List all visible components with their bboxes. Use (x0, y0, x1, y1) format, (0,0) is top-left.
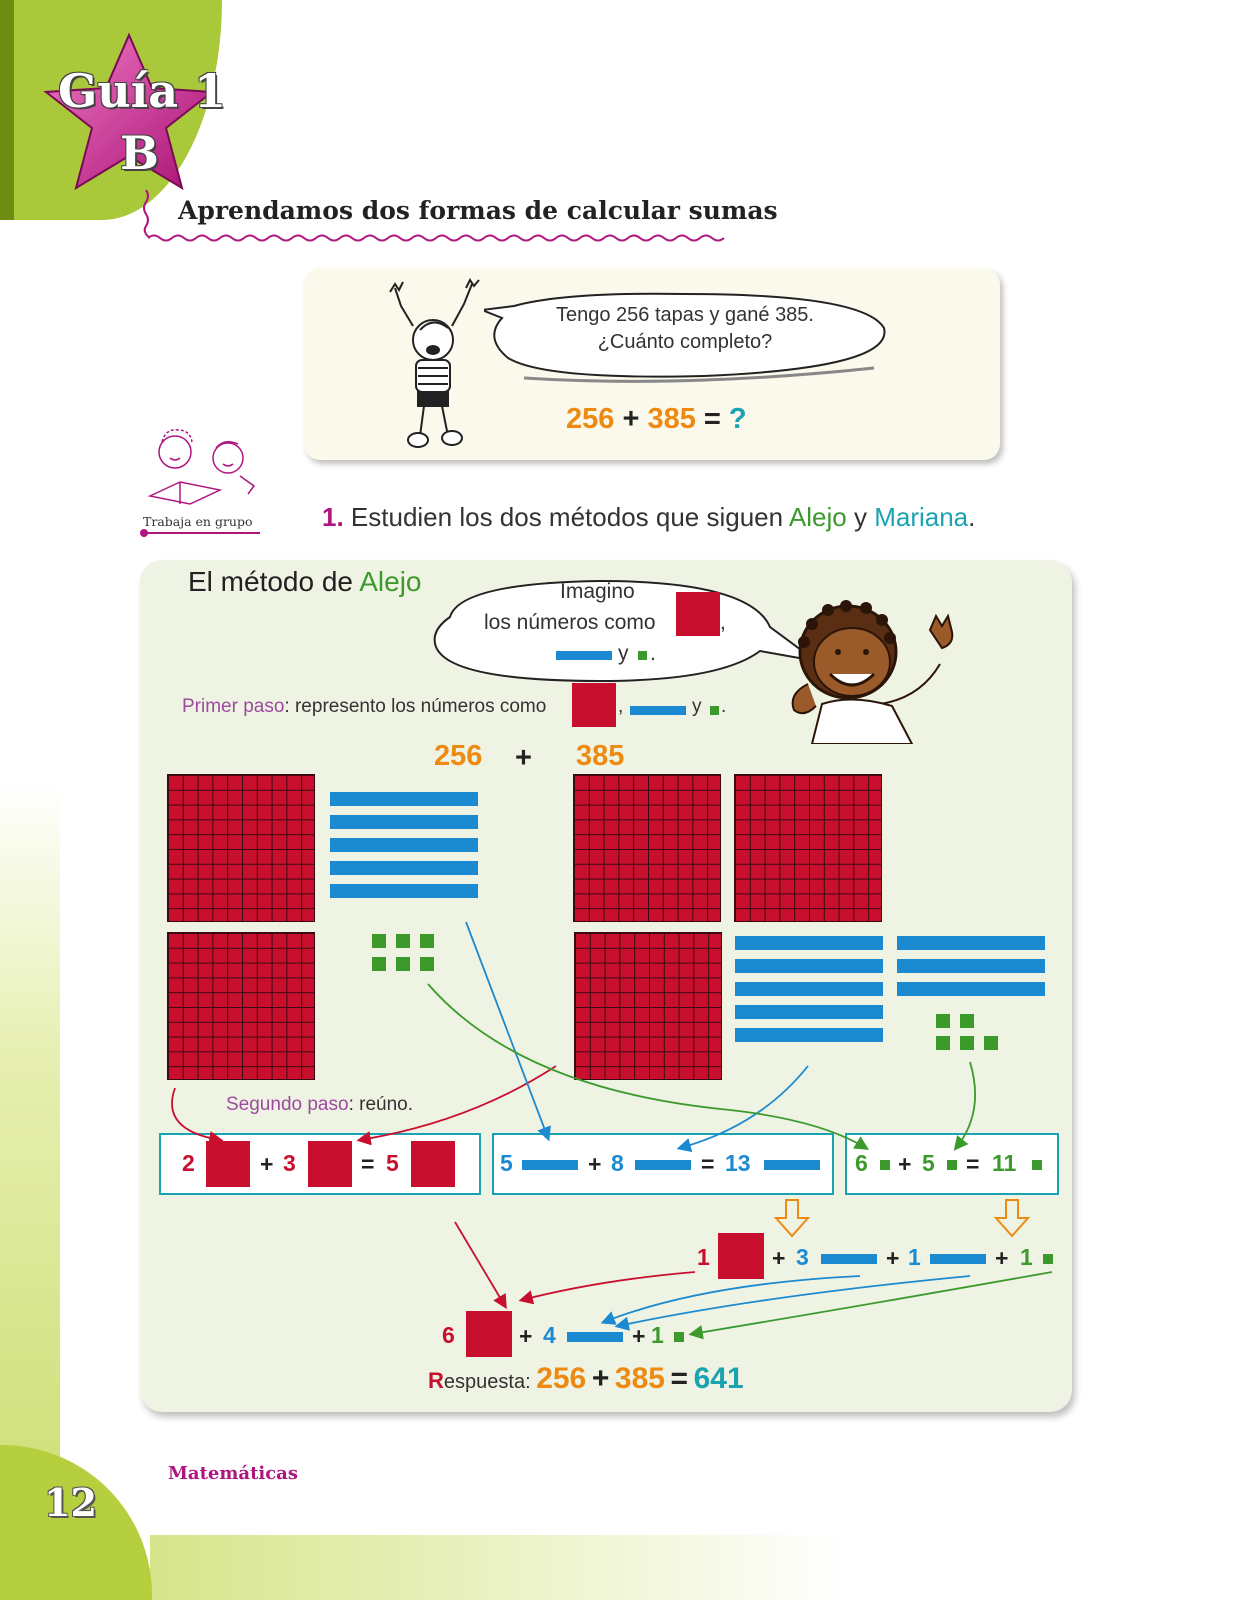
plus-sign: + (260, 1151, 274, 1177)
unknown-mark: ? (728, 403, 747, 435)
step-1-label: Primer paso (182, 696, 285, 717)
answer-initial: R (428, 1368, 444, 1393)
speech2-end: . (650, 642, 656, 665)
blue-arrows (466, 922, 970, 1326)
green-arrows (428, 984, 1052, 1334)
number-256: 256 (434, 740, 483, 772)
regroup-hundreds: 1 (697, 1244, 710, 1270)
plus-sign: + (995, 1245, 1009, 1271)
plus-sign: + (772, 1245, 786, 1271)
speech2-line-1: Imagino (560, 580, 635, 603)
page-number: 12 (44, 1480, 97, 1525)
addend-a: 256 (566, 403, 615, 435)
plus-sign: + (898, 1151, 912, 1177)
answer-addend-b: 385 (614, 1362, 665, 1395)
section-title: Aprendamos dos formas de calcular sumas (178, 196, 778, 225)
guide-title: Guía 1 (58, 64, 227, 118)
question-period: . (968, 502, 976, 532)
hundreds-a: 2 (182, 1150, 195, 1176)
answer-line (428, 1362, 744, 1396)
question-number: 1. (322, 502, 344, 532)
regroup-units: 1 (1020, 1244, 1033, 1270)
speech2-line-3: y (618, 642, 629, 665)
number-385: 385 (576, 740, 625, 772)
speech2-comma: , (720, 611, 726, 634)
step1-comma: , (618, 696, 624, 717)
answer-result: 641 (693, 1362, 744, 1395)
step1-end: . (721, 696, 727, 717)
plus-sign: + (519, 1323, 533, 1349)
step-1-text: : represento los números como (284, 696, 547, 717)
footer-subject: Matemáticas (168, 1463, 298, 1484)
final-hundreds: 6 (442, 1322, 455, 1348)
speech-line-1: Tengo 256 tapas y gané 385. (556, 304, 814, 326)
units-a: 6 (855, 1150, 868, 1176)
step-2-text: : reúno. (348, 1094, 413, 1115)
units-b: 5 (922, 1150, 935, 1176)
final-tens: 4 (543, 1322, 556, 1348)
red-arrows (172, 1066, 695, 1306)
method-title-prefix: El método de (188, 566, 353, 597)
plus-sign: + (632, 1323, 646, 1349)
guide-letter: B (120, 126, 159, 180)
answer-label: espuesta: (443, 1371, 531, 1393)
plus-sign: + (622, 403, 640, 435)
plus-sign: + (886, 1245, 900, 1271)
method-title-name: Alejo (359, 566, 422, 597)
tens-a: 5 (500, 1150, 513, 1176)
speech-line-2: ¿Cuánto completo? (597, 331, 773, 353)
hundreds-b: 3 (283, 1150, 296, 1176)
hundreds-result: 5 (386, 1150, 399, 1176)
units-result: 11 (992, 1150, 1017, 1176)
tens-result: 13 (725, 1150, 751, 1176)
tens-b: 8 (611, 1150, 624, 1176)
name-mariana: Mariana (874, 502, 969, 532)
regroup-tens-1: 3 (796, 1244, 809, 1270)
answer-addend-a: 256 (536, 1362, 587, 1395)
equals-sign: = (701, 1151, 715, 1177)
step1-and: y (692, 696, 702, 717)
question-text: Estudien los dos métodos que siguen (350, 502, 784, 532)
plus-sign: + (588, 1151, 602, 1177)
group-work-label: Trabaja en grupo (143, 514, 253, 529)
plus-sign: + (515, 742, 532, 774)
answer-equals: = (670, 1362, 689, 1395)
step-2-label: Segundo paso (226, 1094, 349, 1115)
answer-plus: + (591, 1362, 610, 1395)
addend-b: 385 (647, 403, 696, 435)
equals-sign: = (966, 1151, 980, 1177)
orange-down-arrows (776, 1200, 1028, 1236)
equals-sign: = (703, 403, 721, 435)
equals-sign: = (361, 1151, 375, 1177)
question-conjunction: y (853, 502, 867, 532)
name-alejo: Alejo (788, 502, 847, 532)
regroup-tens-2: 1 (908, 1244, 921, 1270)
final-units: 1 (651, 1322, 664, 1348)
speech2-line-2: los números como (484, 611, 656, 634)
